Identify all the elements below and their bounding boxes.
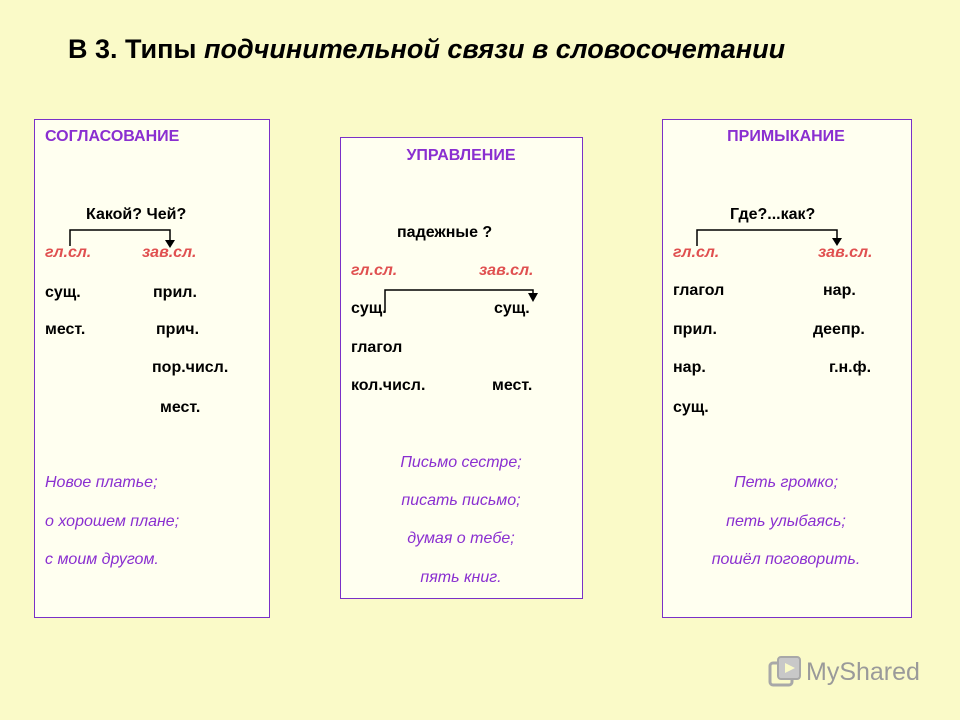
box3-heading: ПРИМЫКАНИЕ [727, 128, 845, 145]
box3-row0-right: нар. [823, 282, 856, 299]
title-prefix: В 3. [68, 34, 118, 64]
box3-dep-word: зав.сл. [818, 244, 873, 261]
box1-example-0: Новое платье; [45, 474, 158, 491]
myshared-logo-icon [768, 655, 802, 689]
box3-example-2: пошёл поговорить. [711, 551, 861, 568]
box2-question: падежные ? [397, 224, 493, 241]
myshared-logo-text: MyShared [806, 657, 920, 686]
box2-example-0: Письмо сестре; [400, 454, 522, 471]
myshared-logo [768, 655, 920, 689]
box2-row1-left: глагол [351, 339, 403, 356]
box1-example-1: о хорошем плане; [45, 513, 180, 530]
box1-row1-left: мест. [45, 321, 86, 338]
box2-main-word: гл.сл. [351, 262, 398, 279]
box2-row2-right: мест. [492, 377, 533, 394]
title-italic: подчинительной связи в словосочетании [204, 34, 786, 64]
box2-row0-right: сущ. [494, 300, 530, 317]
box3-row1-left: прил. [673, 321, 717, 338]
box3-row2-right: г.н.ф. [829, 359, 872, 376]
box3-question: Где?...как? [730, 206, 816, 223]
title-plain: Типы [125, 34, 197, 64]
box1-question: Какой? Чей? [86, 206, 187, 223]
box2-example-2: думая о тебе; [407, 530, 515, 547]
box1-row2-right: пор.числ. [152, 359, 229, 376]
box1-dep-word: зав.сл. [142, 244, 197, 261]
box3-row3-left: сущ. [673, 399, 709, 416]
box3-row0-left: глагол [673, 282, 725, 299]
box1-example-2: с моим другом. [45, 551, 159, 568]
box1-row0-left: сущ. [45, 284, 81, 301]
box2-example-3: пять книг. [420, 569, 502, 586]
box3-row2-left: нар. [673, 359, 706, 376]
box3-example-1: петь улыбаясь; [726, 513, 846, 530]
box1-row0-right: прил. [153, 284, 197, 301]
page-title [68, 34, 785, 65]
box1-row1-right: прич. [156, 321, 200, 338]
box3-main-word: гл.сл. [673, 244, 720, 261]
box1-heading: СОГЛАСОВАНИЕ [45, 128, 180, 145]
box2-row2-left: кол.числ. [351, 377, 426, 394]
box3-example-0: Петь громко; [733, 474, 839, 491]
box2-example-1: писать письмо; [401, 492, 521, 509]
box1-row3-right: мест. [160, 399, 201, 416]
box3-row1-right: деепр. [813, 321, 865, 338]
box2-dep-word: зав.сл. [479, 262, 534, 279]
box2-heading: УПРАВЛЕНИЕ [406, 147, 516, 164]
box2-row0-left: сущ. [351, 300, 387, 317]
box1-main-word: гл.сл. [45, 244, 92, 261]
